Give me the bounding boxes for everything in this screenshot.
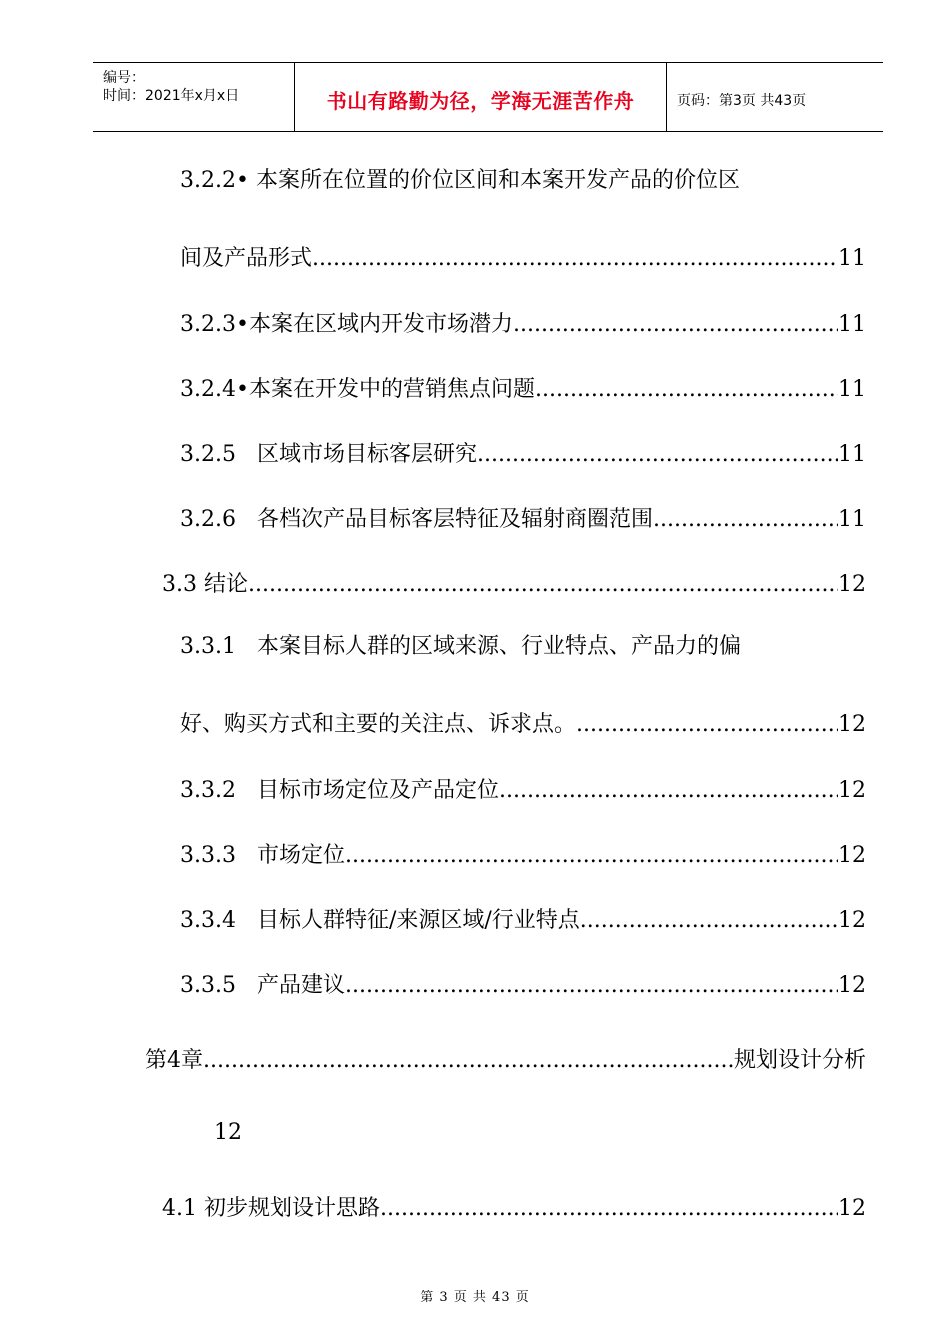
toc-entry-chapter-4[interactable] [145,1042,866,1076]
toc-leader-dots [312,244,838,274]
toc-entry-page: 12 [838,778,866,803]
toc-entry-number: 4.1 [162,1196,204,1221]
toc-entry-number: 3.2.6 [180,507,257,532]
toc-entry-3-2-3[interactable] [180,306,866,340]
toc-entry-title: 好、购买方式和主要的关注点、诉求点。 [180,712,577,737]
toc-entry-3-2-6[interactable] [180,501,866,535]
toc-leader-dots [203,1046,734,1076]
toc-entry-page: 11 [838,377,866,402]
toc-entry-title: 目标人群特征/来源区域/行业特点 [256,908,580,933]
toc-entry-title: 第4章 [145,1048,203,1073]
toc-entry-page: 12 [838,712,866,737]
toc-entry-3-3-5[interactable] [180,967,866,1001]
toc-entry-page: 12 [838,572,866,597]
toc-entry-title: 各档次产品目标客层特征及辐射商圈范围 [256,507,653,532]
toc-entry-page: 12 [838,908,866,933]
toc-leader-dots [248,570,838,600]
toc-entry-3-3-4[interactable] [180,902,866,936]
toc-entry-3-3[interactable] [162,566,866,600]
toc-entry-3-3-1-line2[interactable] [180,706,866,740]
toc-entry-number: 3.2.4• [180,377,249,402]
toc-entry-chapter-4-page: 12 [214,1120,242,1145]
toc-leader-dots [653,505,838,535]
toc-leader-dots [477,440,838,470]
toc-leader-dots [535,375,838,405]
toc-entry-number: 3.3.2 [180,778,257,803]
toc-entry-3-2-4[interactable] [180,371,866,405]
toc-entry-chapter-name: 规划设计分析 [733,1048,866,1073]
toc-entry-title: 结论 [203,572,248,597]
toc-entry-3-3-1-line1[interactable]: 3.3.1 本案目标人群的区域来源、行业特点、产品力的偏 [180,634,741,659]
toc-entry-number: 3.3.5 [180,973,257,998]
toc-entry-page: 12 [838,973,866,998]
toc-entry-page: 12 [838,1196,866,1221]
toc-leader-dots [580,906,838,936]
toc-entry-number: 3.2.5 [180,442,257,467]
toc-entry-title: 初步规划设计思路 [203,1196,380,1221]
motto: 书山有路勤为径，学海无涯苦作舟 [326,89,635,113]
toc-entry-page: 11 [838,312,866,337]
toc-entry-4-1[interactable] [162,1190,866,1224]
toc-entry-3-2-2-line1[interactable]: 3.2.2• 本案所在位置的价位区间和本案开发产品的价位区 [180,168,740,193]
toc-entry-3-3-2[interactable] [180,772,866,806]
toc-entry-3-3-3[interactable] [180,837,866,871]
toc-entry-title: 产品建议 [256,973,345,998]
toc-entry-page: 11 [838,246,866,271]
toc-entry-title: 本案在区域内开发市场潜力 [248,312,513,337]
toc-entry-title: 市场定位 [256,843,345,868]
toc-leader-dots [499,776,838,806]
toc-entry-page: 11 [838,507,866,532]
toc-entry-number: 3.3.3 [180,843,257,868]
toc-entry-page: 12 [838,843,866,868]
toc-entry-3-2-2-line2[interactable] [180,240,866,274]
code-label: 编号： [103,70,145,86]
toc-leader-dots [345,841,838,871]
toc-entry-title: 本案在开发中的营销焦点问题 [248,377,535,402]
page-footer: 第 3 页 共 43 页 [420,1290,530,1305]
toc-entry-title: 间及产品形式 [180,246,313,271]
toc-entry-number: 3.3.4 [180,908,257,933]
toc-entry-page: 11 [838,442,866,467]
toc-entry-title: 目标市场定位及产品定位 [256,778,499,803]
toc-entry-title: 区域市场目标客层研究 [256,442,477,467]
toc-leader-dots [345,971,838,1001]
header-page-label: 页码：第3页 共43页 [677,93,807,109]
toc-entry-number: 3.2.3• [180,312,249,337]
toc-leader-dots [380,1194,838,1224]
toc-leader-dots [513,310,838,340]
time-label: 时间：2021年x月x日 [103,88,240,104]
toc-leader-dots [576,710,838,740]
toc-entry-number: 3.3 [162,572,204,597]
toc-entry-3-2-5[interactable] [180,436,866,470]
